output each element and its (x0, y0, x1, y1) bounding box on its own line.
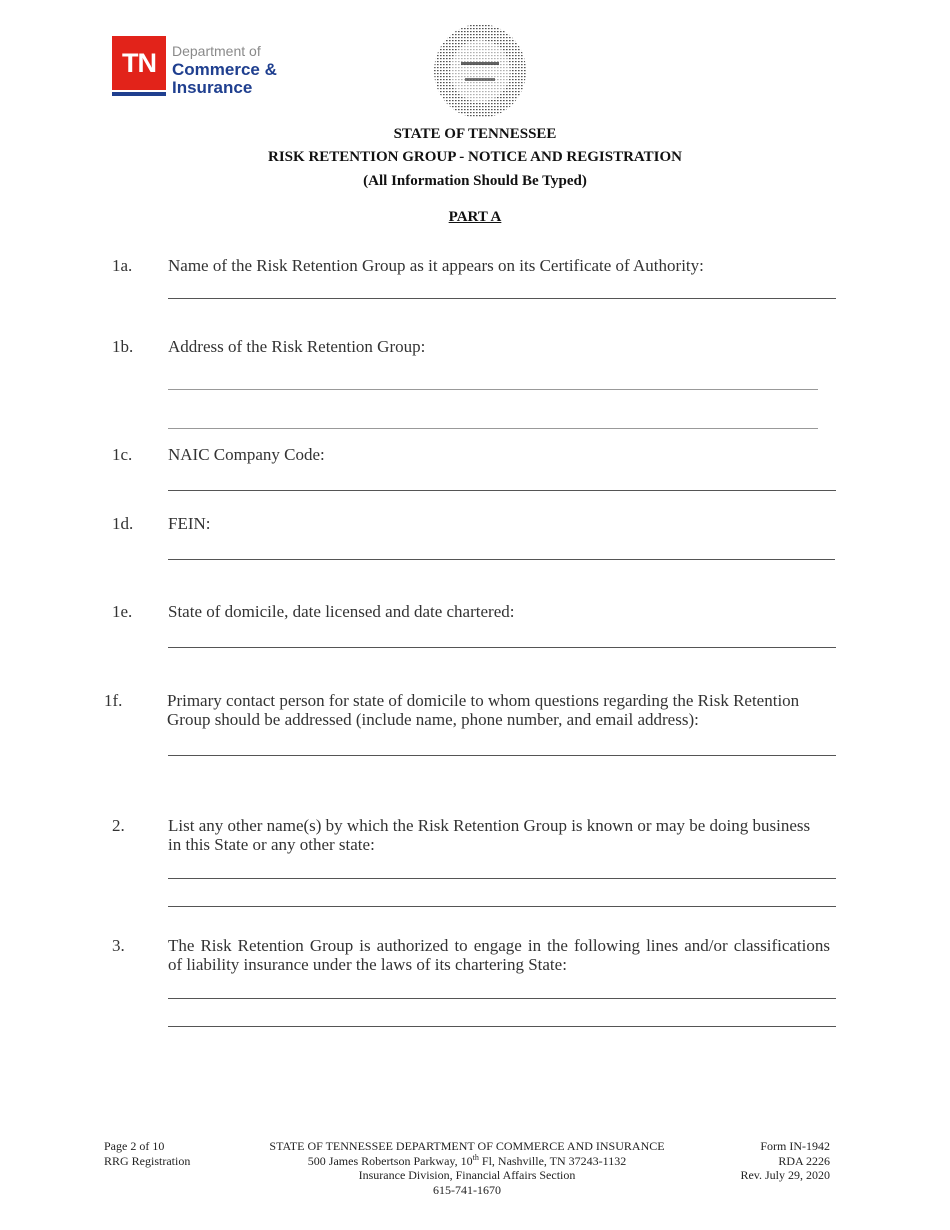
label-fein: FEIN: (168, 514, 211, 533)
footer-department: STATE OF TENNESSEE DEPARTMENT OF COMMERCE AND INSURANCE (269, 1139, 665, 1153)
part-heading: PART A (448, 209, 502, 225)
footer-left (104, 1139, 190, 1168)
rrg-name-field[interactable] (168, 298, 836, 299)
item-number-1d: 1d. (112, 514, 134, 533)
naic-code-field[interactable] (168, 490, 836, 491)
item-number-2: 2. (112, 816, 125, 835)
form-number: Form IN-1942 (760, 1139, 830, 1153)
header-state: STATE OF TENNESSEE (393, 126, 557, 142)
form-instruction: (All Information Should Be Typed) (363, 173, 587, 189)
footer-right (740, 1139, 830, 1183)
footer-phone: 615-741-1670 (433, 1182, 501, 1197)
domicile-field[interactable] (168, 647, 836, 648)
dept-logo (112, 36, 282, 98)
revision-date: Rev. July 29, 2020 (740, 1168, 830, 1182)
rrg-address-field-line2[interactable] (168, 428, 818, 429)
label-lines-of-insurance-line1: The Risk Retention Group is authorized to engage in the following lines and/or classifications (168, 936, 830, 955)
primary-contact-field[interactable] (168, 755, 836, 756)
item-number-1c: 1c. (112, 445, 133, 464)
footer-address: 500 James Robertson Parkway, 10th Fl, Nashville, TN 37243-1132 (307, 1152, 627, 1168)
label-other-names-line1: List any other name(s) by which the Risk Retention Group is known or may be doing business (168, 816, 811, 835)
footer-division: Insurance Division, Financial Affairs Section (358, 1168, 576, 1182)
rrg-address-field-line1[interactable] (168, 389, 818, 390)
label-lines-of-insurance-line2: of liability insurance under the laws of its chartering State: (168, 955, 567, 974)
lines-of-insurance-field-line1[interactable] (168, 998, 836, 999)
logo-text-line2: Commerce & (172, 60, 277, 79)
label-domicile: State of domicile, date licensed and date chartered: (168, 602, 515, 621)
form-title: RISK RETENTION GROUP - NOTICE AND REGISTRATION (268, 149, 682, 165)
footer-center (250, 1139, 684, 1197)
label-other-names-line2: in this State or any other state: (168, 835, 375, 854)
item-number-3: 3. (112, 936, 125, 955)
item-number-1b: 1b. (112, 337, 134, 356)
other-names-field-line2[interactable] (168, 906, 836, 907)
form-short-name: RRG Registration (104, 1153, 191, 1168)
state-seal-icon (431, 22, 529, 120)
label-primary-contact-line2: Group should be addressed (include name, phone number, and email address): (167, 710, 699, 729)
item-number-1f: 1f. (104, 691, 123, 710)
item-number-1a: 1a. (112, 256, 133, 275)
page-indicator: Page 2 of 10 (104, 1139, 165, 1153)
label-naic-code: NAIC Company Code: (168, 445, 325, 464)
item-number-1e: 1e. (112, 602, 133, 621)
rda-number: RDA 2226 (778, 1153, 830, 1168)
logo-text-line1: Department of (172, 43, 261, 59)
other-names-field-line1[interactable] (168, 878, 836, 879)
label-rrg-address: Address of the Risk Retention Group: (168, 337, 426, 356)
lines-of-insurance-field-line2[interactable] (168, 1026, 836, 1027)
label-rrg-name: Name of the Risk Retention Group as it appears on its Certificate of Authority: (168, 256, 704, 275)
logo-underline (112, 92, 166, 96)
tn-logo-mark: TN (112, 36, 166, 90)
logo-text-line3: Insurance (172, 78, 253, 97)
fein-field[interactable] (168, 559, 835, 560)
label-primary-contact-line1: Primary contact person for state of domicile to whom questions regarding the Risk Retention (167, 691, 800, 710)
